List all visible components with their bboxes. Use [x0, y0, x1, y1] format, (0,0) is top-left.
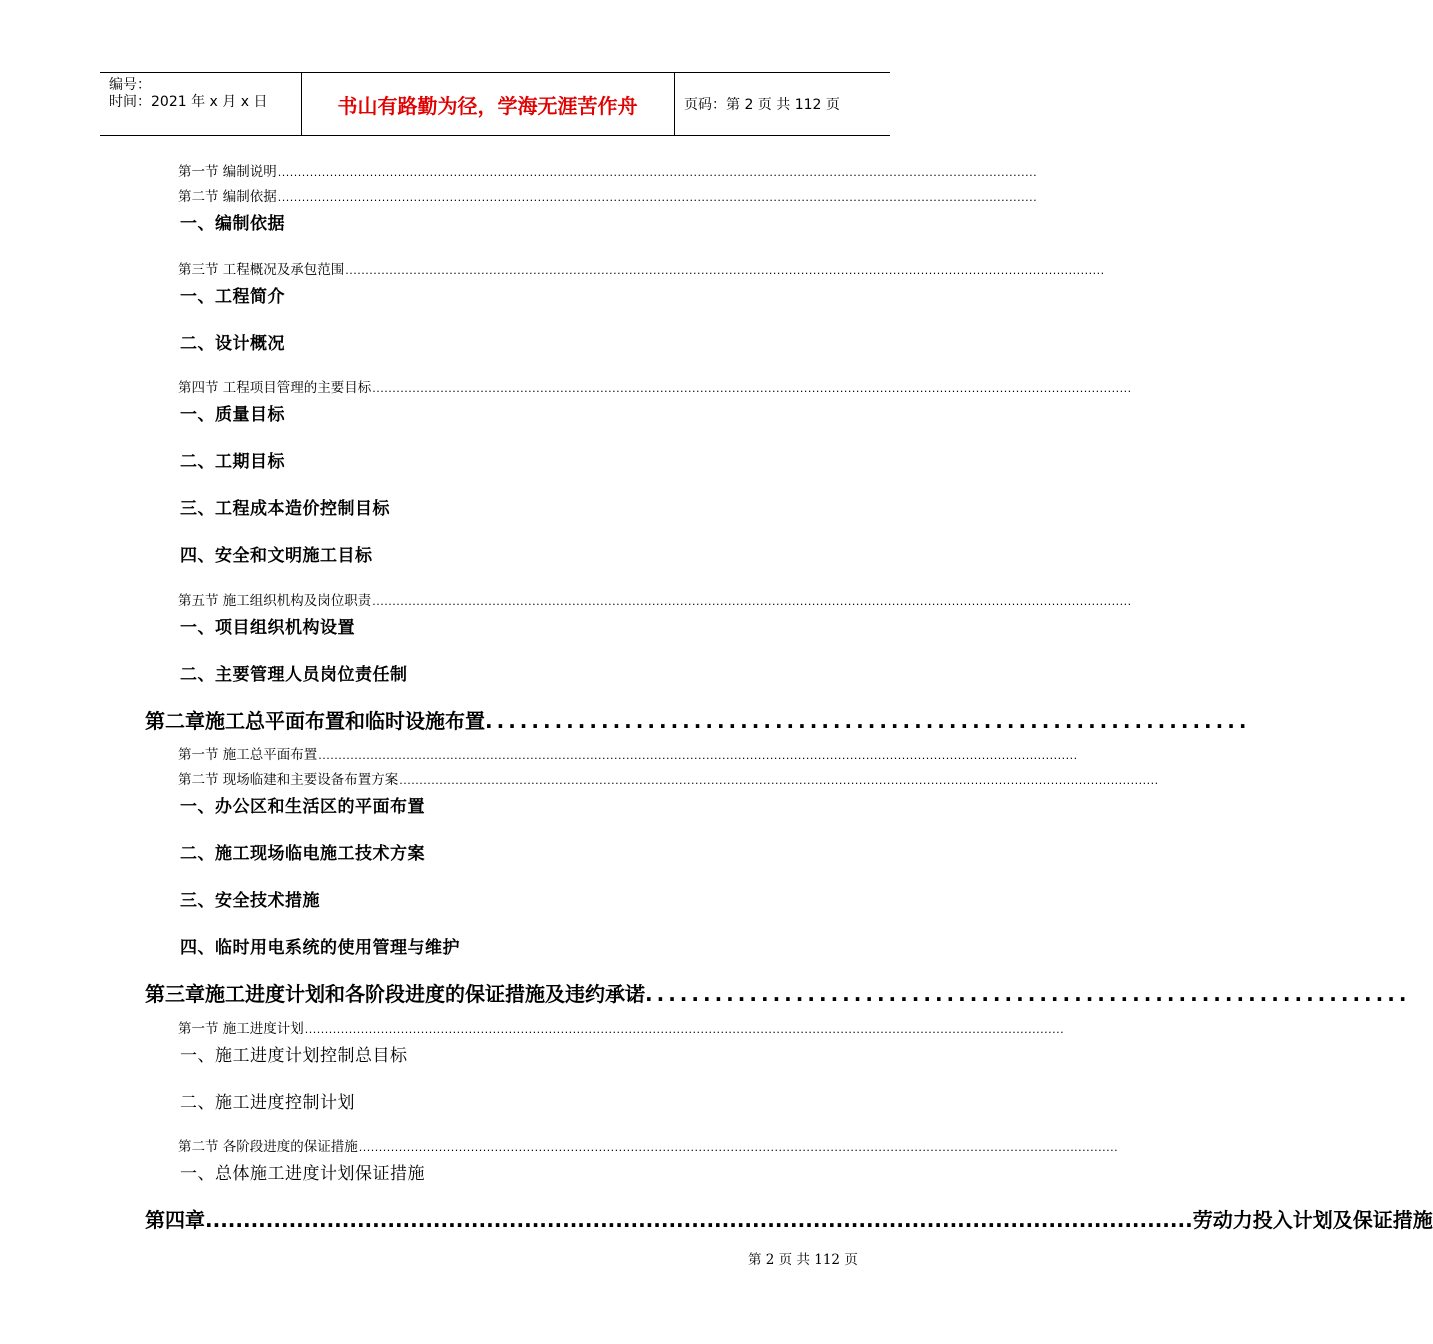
- toc-subitem[interactable]: [180, 329, 285, 354]
- toc-section-title: 第一节 编制说明: [178, 164, 277, 180]
- toc-section-title: 第一节 施工总平面布置: [178, 747, 318, 763]
- toc-subitem-title: 三、工程成本造价控制目标: [180, 499, 390, 519]
- toc-leader: ..............................................................................................................................................................................................: [372, 382, 1132, 395]
- toc-leader: ..............................................................................................................................................................................................: [399, 774, 1159, 787]
- toc-chapter-number: 第二章: [145, 709, 205, 733]
- toc-subitem[interactable]: [180, 209, 285, 234]
- toc-chapter-title: 施工进度计划和各阶段进度的保证措施及违约承诺: [205, 982, 645, 1006]
- page-header: [100, 72, 890, 136]
- toc-leader: ..............................................................................................................................................................................................: [304, 1023, 1065, 1036]
- toc-leader: ..............................................................................................................................................................................................: [277, 191, 1038, 204]
- toc-chapter[interactable]: [145, 705, 1251, 734]
- toc-section[interactable]: [178, 589, 1132, 609]
- toc-section[interactable]: [178, 1017, 1065, 1037]
- toc-subitem-title: 一、编制依据: [180, 214, 285, 234]
- toc-leader: ..............................................................................................................................................................................................: [277, 166, 1038, 179]
- toc-subitem-title: 一、总体施工进度计划保证措施: [180, 1164, 425, 1184]
- toc-chapter-number: 第四章: [145, 1208, 205, 1232]
- number-label: 编号：: [109, 77, 151, 93]
- toc-subitem-title: 四、安全和文明施工目标: [180, 546, 373, 566]
- toc-section-title: 第四节 工程项目管理的主要目标: [178, 380, 372, 396]
- toc-leader: ..................................................................................................................................: [205, 1208, 1193, 1232]
- toc-subitem-title: 二、施工现场临电施工技术方案: [180, 844, 425, 864]
- toc-subitem[interactable]: [180, 792, 425, 817]
- toc-section[interactable]: [178, 258, 1105, 278]
- toc-subitem-title: 四、临时用电系统的使用管理与维护: [180, 938, 460, 958]
- toc-section-title: 第二节 编制依据: [178, 189, 277, 205]
- toc-subitem-title: 二、设计概况: [180, 334, 285, 354]
- toc-subitem-title: 一、质量目标: [180, 405, 285, 425]
- toc-section-title: 第二节 各阶段进度的保证措施: [178, 1139, 358, 1155]
- toc-leader: ..............................................................................................................................................................................................: [372, 595, 1132, 608]
- toc-subitem[interactable]: [180, 1159, 425, 1184]
- toc-subitem[interactable]: [180, 447, 285, 472]
- toc-subitem[interactable]: [180, 839, 425, 864]
- toc-chapter-title: 施工总平面布置和临时设施布置: [205, 709, 485, 733]
- toc-section[interactable]: [178, 185, 1038, 205]
- toc-section-title: 第二节 现场临建和主要设备布置方案: [178, 772, 399, 788]
- toc-subitem-title: 一、工程简介: [180, 287, 285, 307]
- toc-subitem[interactable]: [180, 933, 460, 958]
- toc-section-title: 第一节 施工进度计划: [178, 1021, 304, 1037]
- toc-chapter-title: 劳动力投入计划及保证措施: [1192, 1208, 1433, 1232]
- toc-subitem-title: 一、施工进度计划控制总目标: [180, 1046, 408, 1066]
- header-divider: [674, 73, 675, 135]
- toc-subitem-title: 二、主要管理人员岗位责任制: [180, 665, 408, 685]
- time-label: 时间：2021 年 x 月 x 日: [109, 94, 268, 110]
- toc-subitem[interactable]: [180, 1088, 355, 1113]
- toc-chapter[interactable]: [145, 1204, 1433, 1233]
- toc-subitem-title: 二、工期目标: [180, 452, 285, 472]
- header-meta: [109, 77, 267, 111]
- toc-subitem-title: 三、安全技术措施: [180, 891, 320, 911]
- toc-leader: ..............................................................................................................................................................................................: [345, 264, 1105, 277]
- toc-subitem[interactable]: [180, 400, 285, 425]
- toc-leader: ..................................................................: [485, 709, 1251, 733]
- toc-subitem[interactable]: [180, 613, 355, 638]
- toc-subitem[interactable]: [180, 1041, 408, 1066]
- toc-section-title: 第三节 工程概况及承包范围: [178, 262, 345, 278]
- toc-subitem[interactable]: [180, 660, 408, 685]
- toc-section[interactable]: [178, 160, 1038, 180]
- toc-subitem[interactable]: [180, 282, 285, 307]
- toc-section[interactable]: [178, 768, 1159, 788]
- toc-section[interactable]: [178, 743, 1078, 763]
- toc-subitem-title: 二、施工进度控制计划: [180, 1093, 355, 1113]
- toc-leader: ..................................................................: [645, 982, 1411, 1006]
- toc-subitem[interactable]: [180, 886, 320, 911]
- toc-subitem[interactable]: [180, 494, 390, 519]
- toc-chapter[interactable]: [145, 978, 1411, 1007]
- toc-subitem[interactable]: [180, 541, 373, 566]
- page-footer: 第 2 页 共 112 页: [748, 1252, 858, 1268]
- toc-section-title: 第五节 施工组织机构及岗位职责: [178, 593, 372, 609]
- toc-leader: ..............................................................................................................................................................................................: [358, 1141, 1119, 1154]
- toc-section[interactable]: [178, 376, 1132, 396]
- toc-subitem-title: 一、项目组织机构设置: [180, 618, 355, 638]
- header-motto: 书山有路勤为径，学海无涯苦作舟: [337, 93, 638, 118]
- header-page-info: 页码：第 2 页 共 112 页: [684, 97, 840, 113]
- toc-chapter-number: 第三章: [145, 982, 205, 1006]
- toc-section[interactable]: [178, 1135, 1119, 1155]
- toc-leader: ..............................................................................................................................................................................................: [318, 749, 1078, 762]
- toc-subitem-title: 一、办公区和生活区的平面布置: [180, 797, 425, 817]
